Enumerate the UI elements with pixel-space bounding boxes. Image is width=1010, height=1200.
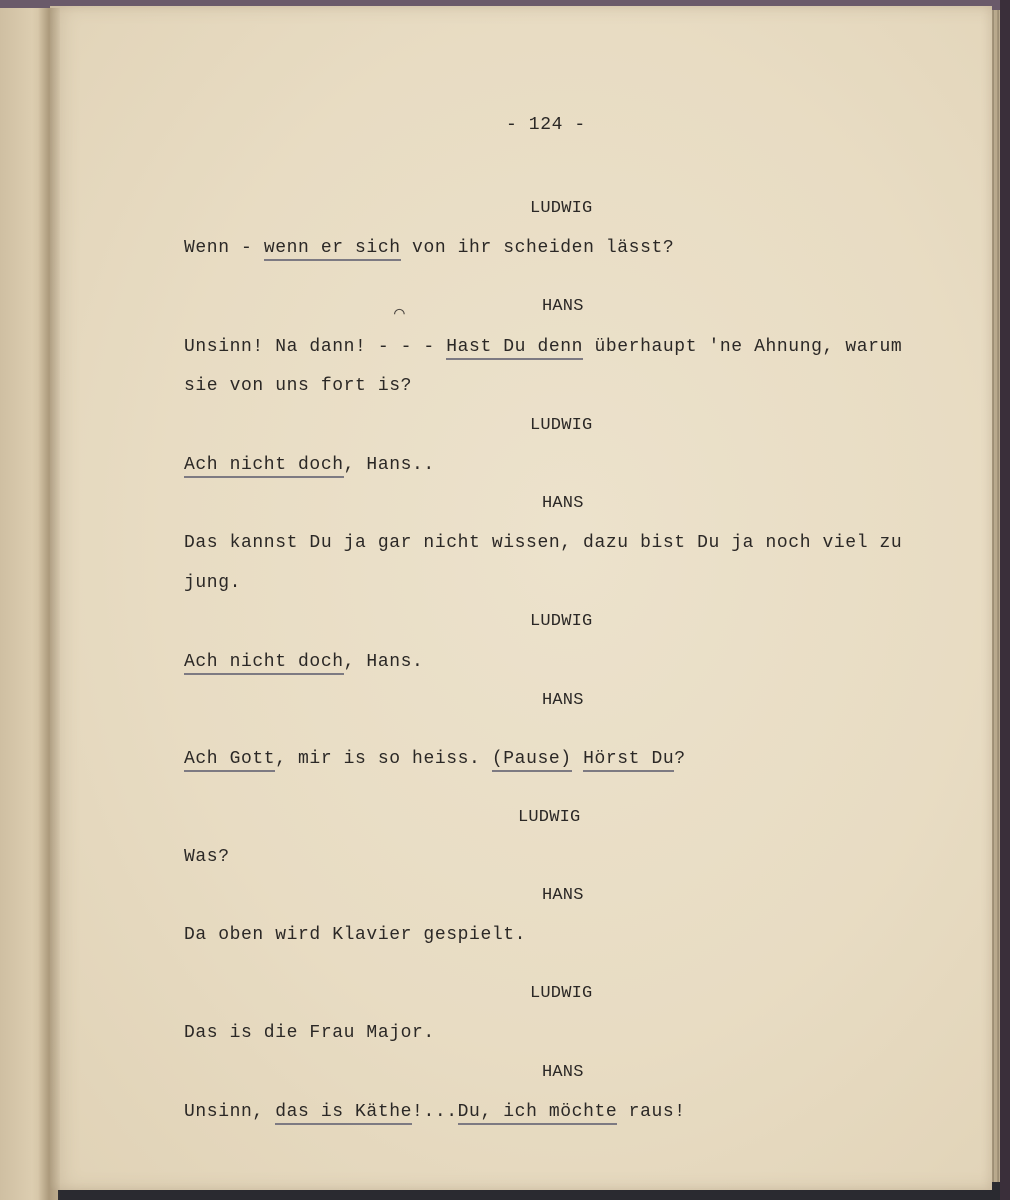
underlined-text: Ach Gott xyxy=(184,749,275,772)
underlined-text: Ach nicht doch xyxy=(184,455,344,478)
fermata-mark: ⌒ xyxy=(394,304,405,324)
text-segment: raus! xyxy=(617,1102,686,1122)
underlined-text: Du, ich möchte xyxy=(458,1102,618,1125)
text-segment: jung. xyxy=(184,573,242,593)
typewritten-page xyxy=(50,6,992,1190)
text-segment: Was? xyxy=(184,847,230,867)
page-gutter xyxy=(38,8,60,1200)
speaker-name: HANS xyxy=(542,297,584,316)
speaker-name: HANS xyxy=(542,1063,584,1082)
dialogue-line xyxy=(184,336,902,358)
speaker-name: LUDWIG xyxy=(530,984,593,1003)
underlined-text: das is Käthe xyxy=(275,1102,412,1125)
text-segment: sie von uns fort is? xyxy=(184,376,413,396)
text-segment: Das is die Frau Major. xyxy=(184,1023,435,1043)
dialogue-line xyxy=(184,748,686,770)
text-segment: , Hans. xyxy=(343,652,424,672)
underlined-text: Hast Du denn xyxy=(446,337,583,360)
speaker-name: HANS xyxy=(542,886,584,905)
text-segment: von ihr scheiden lässt? xyxy=(400,238,675,258)
text-segment: überhaupt 'ne Ahnung, warum xyxy=(583,337,903,357)
speaker-name: LUDWIG xyxy=(518,808,581,827)
book-cover-edge xyxy=(1000,0,1010,1200)
speaker-name: LUDWIG xyxy=(530,416,593,435)
text-segment: , mir is so heiss. xyxy=(275,749,492,769)
dialogue-line xyxy=(184,651,423,673)
underlined-text: Hörst Du xyxy=(583,749,674,772)
underlined-text: wenn er sich xyxy=(264,238,401,261)
text-segment: Unsinn! Na dann! - - - xyxy=(184,337,447,357)
underlined-text: (Pause) xyxy=(492,749,572,772)
text-segment: Da oben wird Klavier gespielt. xyxy=(184,925,527,945)
dialogue-line xyxy=(184,1101,686,1123)
dialogue-line xyxy=(184,572,241,594)
text-segment: Wenn - xyxy=(184,238,264,258)
speaker-name: LUDWIG xyxy=(530,612,593,631)
dialogue-line xyxy=(184,924,526,946)
speaker-name: HANS xyxy=(542,691,584,710)
dialogue-line xyxy=(184,1022,435,1044)
dialogue-line xyxy=(184,532,902,554)
dialogue-line xyxy=(184,846,230,868)
text-segment: Unsinn, xyxy=(184,1102,276,1122)
text-segment: !... xyxy=(412,1102,458,1122)
text-segment: , Hans.. xyxy=(343,455,435,475)
text-segment: ? xyxy=(674,749,686,769)
dialogue-line xyxy=(184,375,412,397)
dialogue-line xyxy=(184,454,435,476)
dialogue-line xyxy=(184,237,674,259)
page-number: - 124 - xyxy=(506,115,586,135)
text-segment xyxy=(572,749,583,769)
underlined-text: Ach nicht doch xyxy=(184,652,344,675)
speaker-name: LUDWIG xyxy=(530,199,593,218)
speaker-name: HANS xyxy=(542,494,584,513)
text-segment: Das kannst Du ja gar nicht wissen, dazu bist Du ja noch viel zu xyxy=(184,533,903,553)
